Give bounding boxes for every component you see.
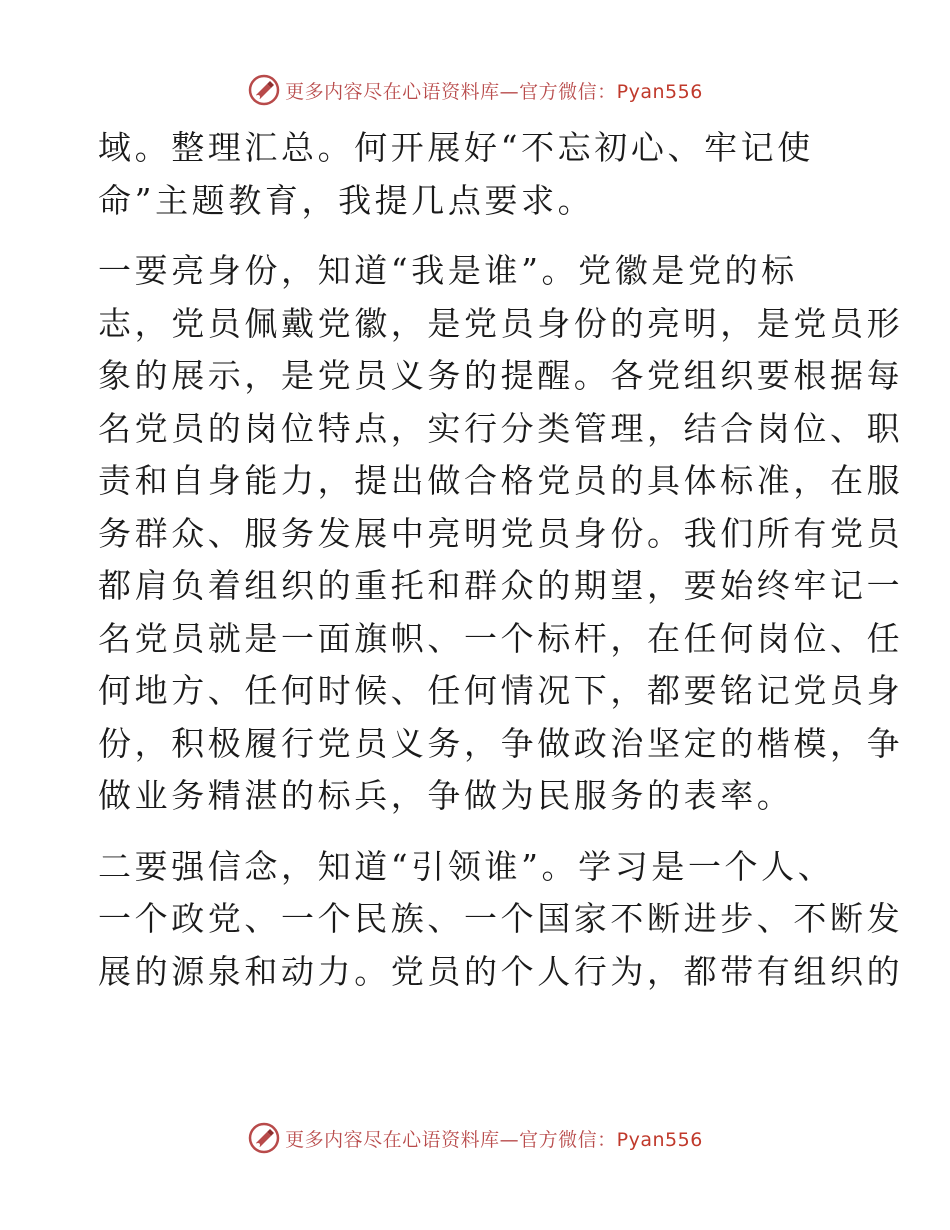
text-line: 一个政党、一个民族、一个国家不断进步、不断发 bbox=[98, 899, 904, 938]
text-line: 一要亮身份，知道“我是谁”。党徽是党的标 bbox=[98, 251, 798, 290]
text-line: 何地方、任何时候、任何情况下，都要铭记党员身 bbox=[98, 671, 904, 710]
paragraph-section-one bbox=[98, 245, 904, 823]
text-line: 做业务精湛的标兵，争做为民服务的表率。 bbox=[98, 776, 794, 815]
text-line: 志，党员佩戴党徽，是党员身份的亮明，是党员形 bbox=[98, 303, 904, 343]
paragraph-section-two bbox=[98, 841, 904, 999]
text-line: 都肩负着组织的重托和群众的期望，要始终牢记一 bbox=[98, 566, 904, 605]
pen-logo-icon bbox=[247, 1121, 281, 1155]
pen-logo-icon bbox=[247, 73, 281, 107]
text-line: 域。整理汇总。何开展好“不忘初心、牢记使 bbox=[98, 128, 814, 167]
footer-banner bbox=[0, 1118, 950, 1158]
text-line: 象的展示，是党员义务的提醒。各党组织要根据每 bbox=[98, 356, 904, 395]
text-line: 命”主题教育，我提几点要求。 bbox=[98, 180, 595, 220]
text-line: 份，积极履行党员义务，争做政治坚定的楷模，争 bbox=[98, 723, 904, 763]
document-body bbox=[98, 122, 904, 998]
text-line: 名党员的岗位特点，实行分类管理，结合岗位、职 bbox=[98, 408, 904, 448]
header-banner-text: 更多内容尽在心语资料库—官方微信：Pyan556 bbox=[285, 80, 703, 103]
wechat-id: Pyan556 bbox=[616, 1128, 703, 1151]
text-line: 责和自身能力，提出做合格党员的具体标准，在服 bbox=[98, 461, 904, 500]
footer-banner-text: 更多内容尽在心语资料库—官方微信：Pyan556 bbox=[285, 1128, 703, 1151]
wechat-id: Pyan556 bbox=[616, 80, 703, 103]
text-line: 展的源泉和动力。党员的个人行为，都带有组织的 bbox=[98, 951, 904, 991]
text-line: 名党员就是一面旗帜、一个标杆，在任何岗位、任 bbox=[98, 618, 904, 658]
text-line: 务群众、服务发展中亮明党员身份。我们所有党员 bbox=[98, 513, 904, 553]
paragraph-intro bbox=[98, 122, 858, 227]
text-line: 二要强信念，知道“引领谁”。学习是一个人、 bbox=[98, 846, 835, 886]
header-banner bbox=[0, 70, 950, 110]
